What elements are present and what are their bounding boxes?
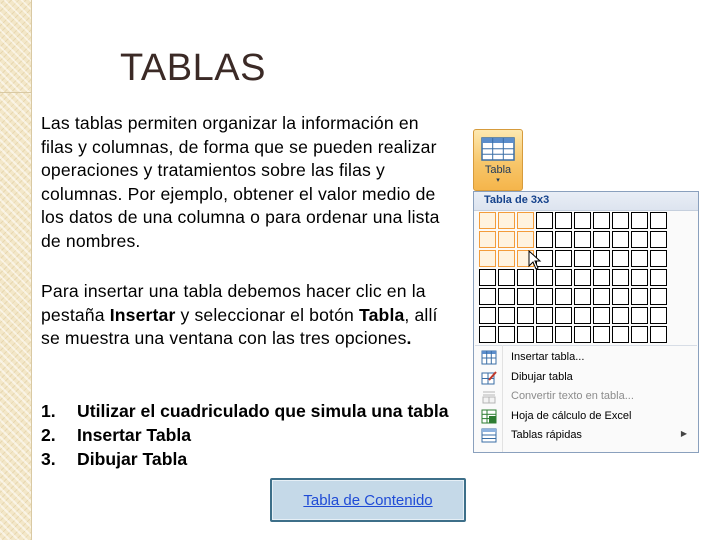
grid-cell-selected[interactable] (517, 212, 534, 229)
mouse-pointer-icon (528, 250, 542, 270)
grid-cell[interactable] (536, 326, 553, 343)
list-item (41, 399, 457, 423)
grid-cell[interactable] (650, 326, 667, 343)
grid-cell[interactable] (593, 307, 610, 324)
grid-cell[interactable] (498, 307, 515, 324)
insertar-bold: Insertar (109, 304, 176, 325)
grid-cell[interactable] (555, 307, 572, 324)
grid-cell[interactable] (498, 326, 515, 343)
decorative-texture-strip (0, 0, 31, 540)
grid-cell-selected[interactable] (479, 250, 496, 267)
menu-separator (475, 345, 697, 346)
grid-cell-selected[interactable] (517, 231, 534, 248)
excel-sheet-icon (481, 409, 497, 424)
grid-cell[interactable] (536, 288, 553, 305)
table-size-grid[interactable] (479, 212, 667, 343)
tabla-bold: Tabla (359, 304, 405, 325)
grid-cell[interactable] (479, 326, 496, 343)
grid-cell[interactable] (631, 212, 648, 229)
quick-tables-icon (481, 428, 497, 443)
insert-table-dropdown (473, 191, 699, 453)
grid-cell[interactable] (536, 269, 553, 286)
grid-cell[interactable] (498, 269, 515, 286)
intro-paragraph: Las tablas permiten organizar la información en filas y columnas, de forma que se pueden realizar operaciones y tratamientos sobre las filas y columnas. Por ejemplo, obtener el valor medio de los datos de una columna o para ordenar una lista de nombres. (41, 113, 440, 251)
grid-cell[interactable] (612, 269, 629, 286)
grid-cell[interactable] (574, 326, 591, 343)
grid-cell-selected[interactable] (498, 250, 515, 267)
grid-cell[interactable] (536, 307, 553, 324)
grid-cell[interactable] (612, 326, 629, 343)
grid-cell[interactable] (631, 307, 648, 324)
grid-cell[interactable] (574, 250, 591, 267)
menu-item-label: Hoja de cálculo de Excel (511, 409, 632, 422)
list-item (41, 423, 457, 447)
panel-header (474, 192, 698, 211)
menu-item-label: Tablas rápidas (511, 429, 582, 441)
menu-item-label: Convertir texto en tabla... (511, 390, 634, 402)
grid-cell[interactable] (536, 212, 553, 229)
submenu-arrow-icon: ▶ (680, 429, 687, 438)
grid-cell-selected[interactable] (498, 212, 515, 229)
grid-cell[interactable] (574, 212, 591, 229)
table-icon (481, 137, 515, 161)
grid-cell[interactable] (612, 250, 629, 267)
grid-cell[interactable] (612, 212, 629, 229)
grid-cell[interactable] (631, 288, 648, 305)
grid-cell[interactable] (517, 307, 534, 324)
table-of-contents-button[interactable] (270, 478, 466, 522)
grid-cell[interactable] (479, 307, 496, 324)
instructions-text: , allí se muestra una ventana con las tres opciones (41, 304, 438, 349)
grid-cell[interactable] (574, 231, 591, 248)
options-list (41, 399, 457, 471)
grid-cell[interactable] (574, 307, 591, 324)
menu-item-label: Dibujar tabla (511, 370, 573, 383)
grid-cell[interactable] (555, 250, 572, 267)
grid-cell[interactable] (517, 269, 534, 286)
grid-cell[interactable] (612, 288, 629, 305)
grid-cell[interactable] (650, 307, 667, 324)
table-menu (475, 348, 697, 446)
grid-cell[interactable] (593, 212, 610, 229)
grid-cell[interactable] (555, 269, 572, 286)
grid-cell[interactable] (631, 269, 648, 286)
insert-table-icon (481, 350, 497, 365)
instructions-text: y seleccionar el botón (175, 304, 360, 325)
grid-cell[interactable] (574, 288, 591, 305)
grid-cell[interactable] (650, 288, 667, 305)
slide-title: TABLAS (120, 47, 266, 89)
grid-cell[interactable] (631, 250, 648, 267)
grid-cell-selected[interactable] (498, 231, 515, 248)
menu-item-tablas-rapidas[interactable] (475, 426, 697, 446)
grid-cell-selected[interactable] (479, 231, 496, 248)
menu-item-convertir-texto (475, 387, 697, 407)
menu-item-insertar-tabla[interactable] (475, 348, 697, 368)
menu-item-hoja-excel[interactable] (475, 407, 697, 427)
list-number: 3. (41, 449, 56, 469)
grid-cell[interactable] (593, 326, 610, 343)
grid-cell[interactable] (650, 250, 667, 267)
tabla-ribbon-button[interactable] (473, 129, 523, 191)
grid-cell-selected[interactable] (479, 212, 496, 229)
grid-cell[interactable] (593, 288, 610, 305)
grid-cell[interactable] (536, 231, 553, 248)
grid-cell[interactable] (650, 231, 667, 248)
convert-text-icon (481, 389, 497, 404)
list-number: 2. (41, 425, 56, 445)
instructions-paragraph (41, 280, 446, 351)
list-text: Utilizar el cuadriculado que simula una tabla (77, 401, 449, 421)
grid-cell[interactable] (574, 269, 591, 286)
title-divider (0, 92, 32, 93)
grid-cell[interactable] (650, 212, 667, 229)
panel-header-label: Tabla de 3x3 (484, 194, 550, 206)
grid-cell[interactable] (479, 288, 496, 305)
grid-cell[interactable] (555, 326, 572, 343)
grid-cell[interactable] (631, 231, 648, 248)
chevron-down-icon: ▾ (496, 177, 500, 184)
grid-cell[interactable] (479, 269, 496, 286)
grid-cell[interactable] (517, 288, 534, 305)
instructions-text: Para insertar una tabla debemos hacer clic en la pestaña (41, 281, 426, 325)
list-text: Insertar Tabla (77, 425, 192, 445)
grid-cell[interactable] (517, 326, 534, 343)
period-bold: . (406, 328, 412, 349)
grid-cell[interactable] (555, 212, 572, 229)
grid-cell[interactable] (593, 231, 610, 248)
table-of-contents-link[interactable]: Tabla de Contenido (303, 491, 433, 509)
grid-cell[interactable] (631, 326, 648, 343)
list-number: 1. (41, 401, 56, 421)
grid-cell[interactable] (612, 231, 629, 248)
grid-cell[interactable] (555, 288, 572, 305)
grid-cell[interactable] (555, 231, 572, 248)
list-text: Dibujar Tabla (77, 449, 188, 469)
grid-cell[interactable] (650, 269, 667, 286)
tabla-button-label: Tabla (484, 164, 512, 176)
menu-item-label: Insertar tabla... (511, 351, 585, 363)
vertical-divider (31, 0, 32, 540)
grid-cell[interactable] (593, 269, 610, 286)
grid-cell[interactable] (593, 250, 610, 267)
grid-cell[interactable] (498, 288, 515, 305)
draw-table-icon (481, 370, 497, 385)
list-item (41, 447, 457, 471)
grid-cell[interactable] (612, 307, 629, 324)
menu-item-dibujar-tabla[interactable] (475, 368, 697, 388)
